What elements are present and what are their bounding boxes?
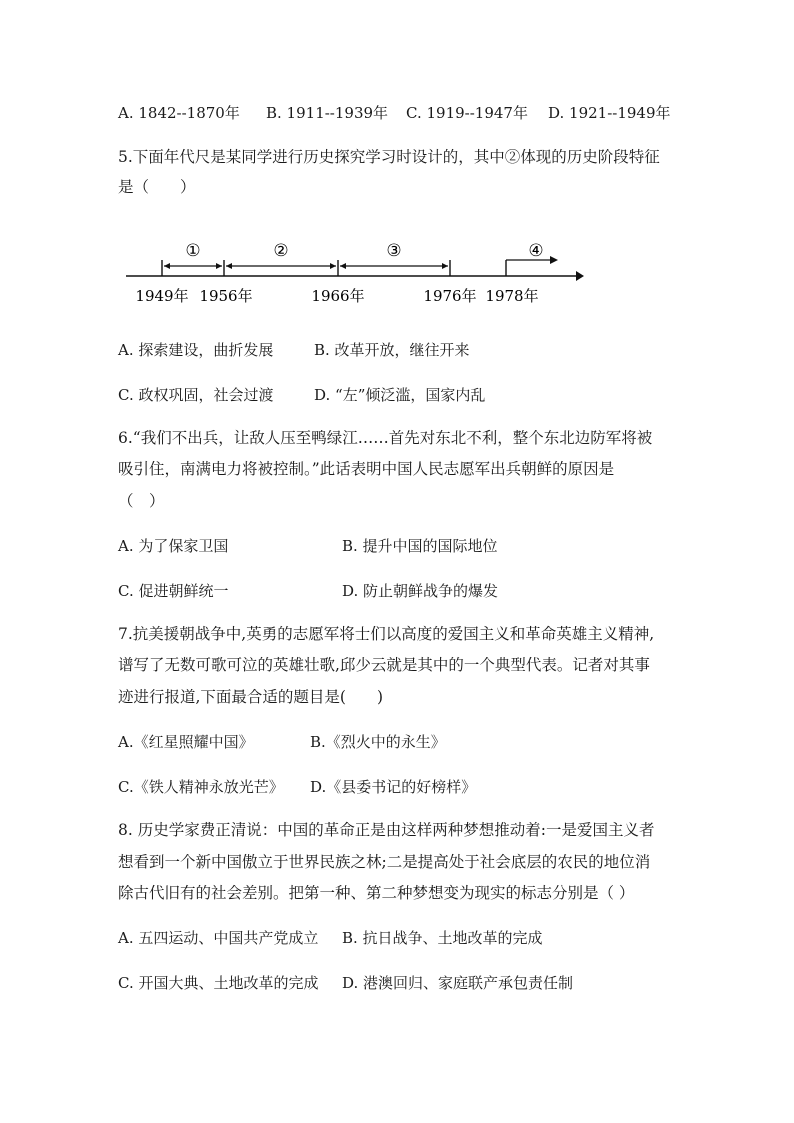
q6-option-b[interactable]: B. 提升中国的国际地位 xyxy=(342,537,498,555)
q6-option-d[interactable]: D. 防止朝鲜战争的爆发 xyxy=(342,582,499,600)
segment-3-label: ③ xyxy=(386,241,402,261)
segment-2-label: ② xyxy=(273,241,289,261)
q7-option-a[interactable]: A.《红星照耀中国》 xyxy=(118,733,254,751)
q8-stem-line-3: 除古代旧有的社会差别。把第一种、第二种梦想变为现实的标志分别是（ ） xyxy=(118,884,635,902)
q7-stem-line-3: 迹进行报道,下面最合适的题目是( ) xyxy=(118,688,384,706)
q6-options-row-2 xyxy=(118,580,498,602)
q6-stem-line-2: 吸引住，南满电力将被控制。”此话表明中国人民志愿军出兵朝鲜的原因是 xyxy=(118,460,615,478)
q6-options-row-1 xyxy=(118,535,498,557)
q4-option-d[interactable]: D. 1921--1949年 xyxy=(548,104,671,122)
q7-option-b[interactable]: B.《烈火中的永生》 xyxy=(310,733,446,751)
year-label-1976: 1976年 xyxy=(423,287,477,305)
q8-option-d[interactable]: D. 港澳回归、家庭联产承包责任制 xyxy=(342,974,574,992)
q5-option-b[interactable]: B. 改革开放，继往开来 xyxy=(314,341,470,359)
segment-3 xyxy=(340,241,448,269)
q7-option-c[interactable]: C.《铁人精神永放光芒》 xyxy=(118,778,284,796)
q5-stem-line-1: 5.下面年代尺是某同学进行历史探究学习时设计的，其中②体现的历史阶段特征 xyxy=(118,148,660,166)
q5-option-c[interactable]: C. 政权巩固，社会过渡 xyxy=(118,386,274,404)
q7-options-row-1 xyxy=(118,731,446,753)
q5-stem-line-2: 是（ ） xyxy=(118,178,196,196)
q8-options-row-2 xyxy=(118,972,573,994)
year-label-1978: 1978年 xyxy=(485,287,539,305)
q4-options xyxy=(118,102,671,124)
q5-options-row-2 xyxy=(118,384,485,406)
q8-option-a[interactable]: A. 五四运动、中国共产党成立 xyxy=(118,929,319,947)
q8-option-b[interactable]: B. 抗日战争、土地改革的完成 xyxy=(342,929,543,947)
q4-option-a[interactable]: A. 1842--1870年 xyxy=(118,104,240,122)
year-label-1966: 1966年 xyxy=(311,287,365,305)
q7-options-row-2 xyxy=(118,776,476,798)
q6-option-a[interactable]: A. 为了保家卫国 xyxy=(118,537,229,555)
q6-option-c[interactable]: C. 促进朝鲜统一 xyxy=(118,582,229,600)
year-label-1956: 1956年 xyxy=(199,287,253,305)
q7-stem-line-1: 7.抗美援朝战争中,英勇的志愿军将士们以高度的爱国主义和革命英雄主义精神, xyxy=(118,625,655,643)
q7-option-d[interactable]: D.《县委书记的好榜样》 xyxy=(310,778,477,796)
segment-4 xyxy=(506,241,558,264)
q8-option-c[interactable]: C. 开国大典、土地改革的完成 xyxy=(118,974,319,992)
q7-stem-line-2: 谱写了无数可歌可泣的英雄壮歌,邱少云就是其中的一个典型代表。记者对其事 xyxy=(118,656,650,674)
q5-option-d[interactable]: D. “左”倾泛滥，国家内乱 xyxy=(314,386,486,404)
q8-stem-line-2: 想看到一个新中国傲立于世界民族之林;二是提高处于社会底层的农民的地位消 xyxy=(118,853,651,871)
segment-2 xyxy=(226,241,336,269)
segment-1 xyxy=(164,241,222,269)
timeline-ruler xyxy=(124,232,584,314)
segment-1-label: ① xyxy=(185,241,201,261)
q5-option-a[interactable]: A. 探索建设，曲折发展 xyxy=(118,341,274,359)
q8-stem-line-1: 8. 历史学家费正清说：中国的革命正是由这样两种梦想推动着:一是爱国主义者 xyxy=(118,821,655,839)
q4-option-c[interactable]: C. 1919--1947年 xyxy=(406,104,528,122)
q6-stem-line-1: 6.“我们不出兵，让敌人压至鸭绿江……首先对东北不利，整个东北边防军将被 xyxy=(118,429,653,447)
segment-4-label: ④ xyxy=(528,241,544,261)
timeline-axis-arrow xyxy=(576,271,584,281)
q4-option-b[interactable]: B. 1911--1939年 xyxy=(266,104,389,122)
year-label-1949: 1949年 xyxy=(135,287,189,305)
q5-options-row-1 xyxy=(118,339,470,361)
q6-stem-line-3: （ ） xyxy=(118,492,165,510)
q8-options-row-1 xyxy=(118,927,543,949)
